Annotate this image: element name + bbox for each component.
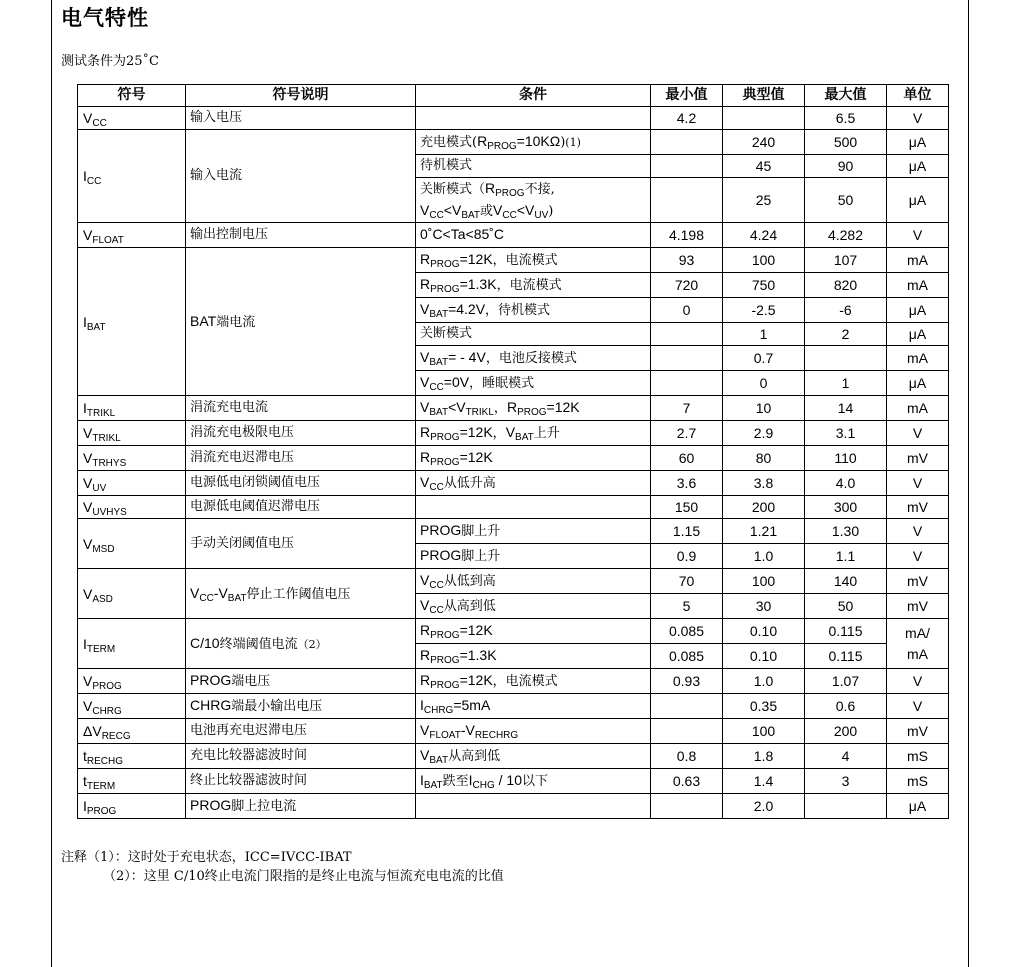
header-description: 符号说明 (186, 85, 416, 107)
table-cell: 10 (723, 396, 805, 421)
table-cell: mS (887, 769, 949, 794)
table-cell (651, 130, 723, 155)
table-cell (416, 496, 651, 519)
table-cell: 涓流充电极限电压 (186, 421, 416, 446)
table-cell: $R_{PROG}=1.3K$，电流模式 (416, 273, 651, 298)
table-cell: 200 (723, 496, 805, 519)
table-cell: $V_{PROG}$ (78, 669, 186, 694)
table-cell: 关断模式 (416, 323, 651, 346)
table-cell: BAT端电流 (186, 248, 416, 396)
table-cell: 2.7 (651, 421, 723, 446)
table-cell: μA (887, 155, 949, 178)
table-cell: $V_{FLOAT}-V_{RECHRG}$ (416, 719, 651, 744)
table-cell: V (887, 471, 949, 496)
table-cell: 输入电流 (186, 130, 416, 223)
table-cell: PROG脚上升 (416, 519, 651, 544)
table-cell: $V_{CHRG}$ (78, 694, 186, 719)
table-cell: V (887, 669, 949, 694)
table-cell: 1.07 (805, 669, 887, 694)
table-cell: mA (887, 346, 949, 371)
note-2: （2）：这里 C/10终止电流门限指的是终止电流与恒流充电电流的比值 (103, 869, 504, 884)
table-cell: $R_{PROG}=1.3K$ (416, 644, 651, 669)
table-cell: $V_{BAT}<V_{TRIKL}$，$R_{PROG}=12K$ (416, 396, 651, 421)
table-cell: 手动关闭阈值电压 (186, 519, 416, 569)
electrical-characteristics-table (77, 84, 949, 819)
table-cell: 25 (723, 178, 805, 223)
table-row (78, 496, 949, 519)
table-cell: 0.10 (723, 644, 805, 669)
table-cell: $R_{PROG}=12K$，电流模式 (416, 248, 651, 273)
table-cell: 充电模式$(R_{PROG}=10K\Omega)(1)$ (416, 130, 651, 155)
table-cell: $V_{BAT}=4.2V$，待机模式 (416, 298, 651, 323)
table-row (78, 396, 949, 421)
table-cell: 电源低电闭锁阈值电压 (186, 471, 416, 496)
table-cell: $V_{CC}$从低升高 (416, 471, 651, 496)
table-cell: V (887, 421, 949, 446)
table-cell: $t_{TERM}$ (78, 769, 186, 794)
table-cell: 0.35 (723, 694, 805, 719)
table-cell: $V_{CC}$从高到低 (416, 594, 651, 619)
table-cell: 240 (723, 130, 805, 155)
table-cell: 4.198 (651, 223, 723, 248)
table-cell: $V_{ASD}$ (78, 569, 186, 619)
table-cell: 0.93 (651, 669, 723, 694)
table-cell: 涓流充电电流 (186, 396, 416, 421)
table-cell: $V_{BAT}$从高到低 (416, 744, 651, 769)
table-cell (651, 694, 723, 719)
page-border-right (968, 0, 969, 967)
table-cell: mA (887, 248, 949, 273)
table-row (78, 248, 949, 273)
table-cell (651, 323, 723, 346)
table-cell: μA (887, 794, 949, 819)
notes (61, 848, 504, 886)
table-cell: 4.0 (805, 471, 887, 496)
table-cell: V (887, 519, 949, 544)
table-cell: $I_{BAT}$跌至$I_{CHG} / 10$以下 (416, 769, 651, 794)
table-cell: 150 (651, 496, 723, 519)
table-cell: $V_{UVHYS}$ (78, 496, 186, 519)
table-cell: 100 (723, 719, 805, 744)
table-cell: $V_{BAT}= - 4V$，电池反接模式 (416, 346, 651, 371)
table-cell: μA (887, 371, 949, 396)
table-cell: 0.085 (651, 644, 723, 669)
table-cell: 0.7 (723, 346, 805, 371)
table-cell: 1.21 (723, 519, 805, 544)
table-row (78, 794, 949, 819)
table-cell: PROG脚上拉电流 (186, 794, 416, 819)
table-row (78, 107, 949, 130)
table-cell: $V_{CC}$ (78, 107, 186, 130)
table-cell: μA (887, 323, 949, 346)
table-cell: 6.5 (805, 107, 887, 130)
header-unit: 单位 (887, 85, 949, 107)
header-typ: 典型值 (723, 85, 805, 107)
table-row (78, 769, 949, 794)
table-cell: $V_{TRIKL}$ (78, 421, 186, 446)
table-cell: 1.30 (805, 519, 887, 544)
table-cell: 电池再充电迟滞电压 (186, 719, 416, 744)
table-cell (805, 794, 887, 819)
table-cell: 1.15 (651, 519, 723, 544)
table-cell: $R_{PROG}=12K$ (416, 619, 651, 644)
table-cell: $R_{PROG}=12K$ (416, 446, 651, 471)
table-cell: $V_{CC}=0V$，睡眠模式 (416, 371, 651, 396)
table-cell: 关断模式（$R_{PROG}$不接, $V_{CC}<V_{BAT}$或$V_{CC}<V_{UV}$) (416, 178, 651, 223)
table-cell: 30 (723, 594, 805, 619)
table-cell: -6 (805, 298, 887, 323)
table-cell (416, 107, 651, 130)
table-cell: $V_{FLOAT}$ (78, 223, 186, 248)
note-1: 注释（1）：这时处于充电状态，ICC=IVCC-IBAT (61, 850, 352, 865)
table-cell: 2.0 (723, 794, 805, 819)
table-cell: 5 (651, 594, 723, 619)
table-cell: 750 (723, 273, 805, 298)
table-cell: 4.2 (651, 107, 723, 130)
table-cell: mA (887, 273, 949, 298)
table-cell: 3.1 (805, 421, 887, 446)
table-cell: 107 (805, 248, 887, 273)
table-cell: 3 (805, 769, 887, 794)
header-condition: 条件 (416, 85, 651, 107)
table-header-row (78, 85, 949, 107)
table-cell: mS (887, 744, 949, 769)
table-row (78, 694, 949, 719)
table-cell: $R_{PROG}=12K$，电流模式 (416, 669, 651, 694)
table-cell: 终止比较器滤波时间 (186, 769, 416, 794)
table-row (78, 519, 949, 544)
table-cell: 14 (805, 396, 887, 421)
table-cell: 1 (805, 371, 887, 396)
table-cell: $V_{UV}$ (78, 471, 186, 496)
table-cell: 820 (805, 273, 887, 298)
table-cell: 1 (723, 323, 805, 346)
table-cell: mV (887, 594, 949, 619)
table-cell: 1.1 (805, 544, 887, 569)
table-cell (651, 719, 723, 744)
table-cell: 4 (805, 744, 887, 769)
table-cell: $I_{CHRG}=5mA$ (416, 694, 651, 719)
table-row (78, 619, 949, 644)
table-cell: V (887, 223, 949, 248)
table-cell: 3.6 (651, 471, 723, 496)
table-cell: -2.5 (723, 298, 805, 323)
header-symbol: 符号 (78, 85, 186, 107)
table-cell: 输入电压 (186, 107, 416, 130)
table-cell: 720 (651, 273, 723, 298)
header-min: 最小值 (651, 85, 723, 107)
table-cell: 0.6 (805, 694, 887, 719)
table-cell: 0.10 (723, 619, 805, 644)
table-cell: 60 (651, 446, 723, 471)
table-cell: 3.8 (723, 471, 805, 496)
table-cell: 待机模式 (416, 155, 651, 178)
table-cell: mA (887, 396, 949, 421)
table-cell: 45 (723, 155, 805, 178)
table-cell: 输出控制电压 (186, 223, 416, 248)
table-row (78, 569, 949, 594)
table-cell: 充电比较器滤波时间 (186, 744, 416, 769)
page-title: 电气特性 (61, 5, 149, 30)
table-cell: 100 (723, 569, 805, 594)
table-cell: 1.4 (723, 769, 805, 794)
table-cell: 1.8 (723, 744, 805, 769)
table-row (78, 421, 949, 446)
table-cell: $V_{CC}-V_{BAT}$停止工作阈值电压 (186, 569, 416, 619)
table-cell: 0.8 (651, 744, 723, 769)
table-row (78, 130, 949, 155)
table-cell: 140 (805, 569, 887, 594)
table-cell: C/10终端阈值电流（2） (186, 619, 416, 669)
table-cell: 93 (651, 248, 723, 273)
table-body (78, 107, 949, 819)
table-cell: $I_{TRIKL}$ (78, 396, 186, 421)
table-cell: 80 (723, 446, 805, 471)
table-cell: 50 (805, 594, 887, 619)
table-cell: V (887, 694, 949, 719)
table-cell (805, 346, 887, 371)
table-cell: $V_{MSD}$ (78, 519, 186, 569)
table-cell (651, 794, 723, 819)
table-row (78, 223, 949, 248)
table-cell: V (887, 107, 949, 130)
table-cell: $V_{CC}$从低到高 (416, 569, 651, 594)
table-cell: 4.24 (723, 223, 805, 248)
table-cell: mV (887, 569, 949, 594)
table-cell: $\Delta V_{RECG}$ (78, 719, 186, 744)
table-cell: 0.63 (651, 769, 723, 794)
table-cell: $V_{TRHYS}$ (78, 446, 186, 471)
table-cell: 70 (651, 569, 723, 594)
test-condition: 测试条件为25˚C (61, 54, 159, 69)
table-cell: 2 (805, 323, 887, 346)
table-cell: PROG端电压 (186, 669, 416, 694)
table-cell (651, 155, 723, 178)
table-cell: 电源低电阈值迟滞电压 (186, 496, 416, 519)
table-cell: mA/ mA (887, 619, 949, 669)
table-row (78, 471, 949, 496)
table-cell: CHRG端最小输出电压 (186, 694, 416, 719)
table-cell: μA (887, 178, 949, 223)
table-cell: 0.115 (805, 644, 887, 669)
table-cell: 0.085 (651, 619, 723, 644)
table-cell: $I_{TERM}$ (78, 619, 186, 669)
table-cell: 1.0 (723, 669, 805, 694)
table-row (78, 719, 949, 744)
table-cell: 100 (723, 248, 805, 273)
table-cell: 7 (651, 396, 723, 421)
table-cell: 50 (805, 178, 887, 223)
table-cell: 0 (651, 298, 723, 323)
table-cell: $t_{RECHG}$ (78, 744, 186, 769)
table-cell: 0˚C<Ta<85˚C (416, 223, 651, 248)
table-cell: 110 (805, 446, 887, 471)
table-row (78, 669, 949, 694)
table-cell: 0.9 (651, 544, 723, 569)
table-cell: $I_{BAT}$ (78, 248, 186, 396)
table-cell: $I_{PROG}$ (78, 794, 186, 819)
table-cell: 200 (805, 719, 887, 744)
table-cell: 500 (805, 130, 887, 155)
table-cell: 涓流充电迟滞电压 (186, 446, 416, 471)
table-cell: $R_{PROG}=12K$，$V_{BAT}$上升 (416, 421, 651, 446)
table-cell: μA (887, 298, 949, 323)
table-cell (651, 178, 723, 223)
table-cell (416, 794, 651, 819)
table-cell: 300 (805, 496, 887, 519)
table-cell: 90 (805, 155, 887, 178)
table-cell: μA (887, 130, 949, 155)
table-cell: V (887, 544, 949, 569)
table-cell: 4.282 (805, 223, 887, 248)
table-cell: mV (887, 446, 949, 471)
table-cell: 0 (723, 371, 805, 396)
table-row (78, 446, 949, 471)
table-cell: mV (887, 719, 949, 744)
table-cell (651, 371, 723, 396)
table-cell: $I_{CC}$ (78, 130, 186, 223)
page-border-left (51, 0, 52, 967)
table-cell (651, 346, 723, 371)
table-cell: PROG脚上升 (416, 544, 651, 569)
table-cell: 1.0 (723, 544, 805, 569)
header-max: 最大值 (805, 85, 887, 107)
table-row (78, 744, 949, 769)
table-cell: 2.9 (723, 421, 805, 446)
table-cell (723, 107, 805, 130)
table-cell: 0.115 (805, 619, 887, 644)
table-cell: mV (887, 496, 949, 519)
